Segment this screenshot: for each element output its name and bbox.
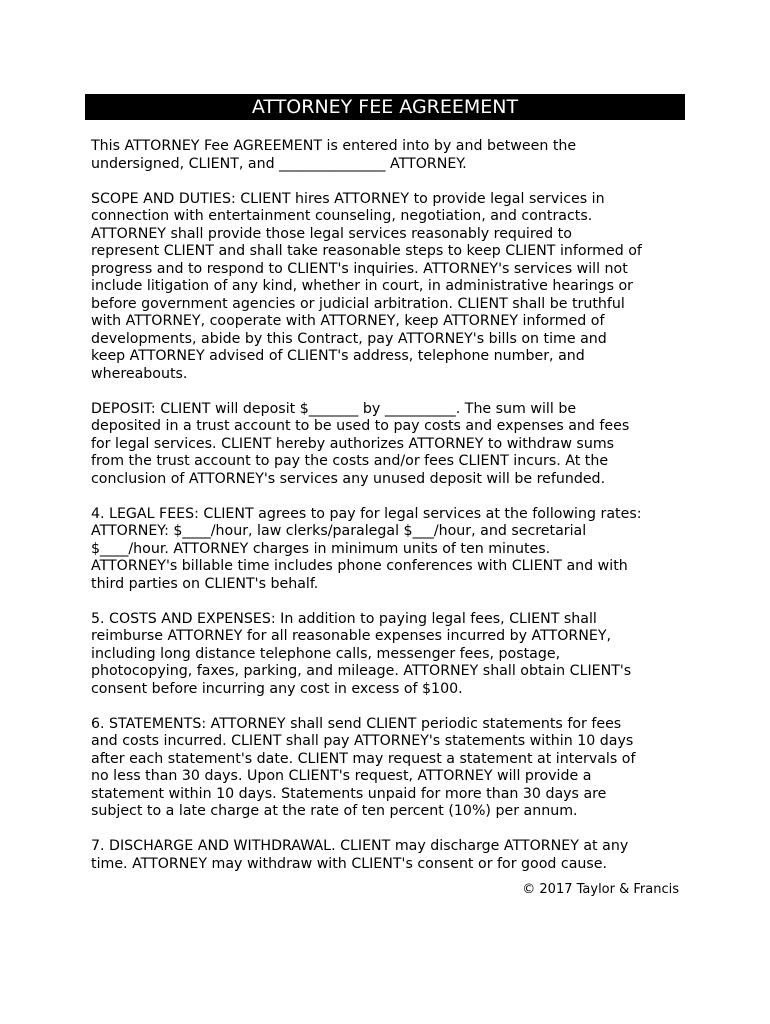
document-body [91,138,691,873]
costs-and-expenses-paragraph: 5. COSTS AND EXPENSES: In addition to paying legal fees, CLIENT shall reimburse ATTORNEY for all reasonable expenses incurred by ATTORNEY, including long distance telephone calls, messenger fees, postage, photocopying, faxes, parking, and mileage. ATTORNEY shall obtain CLIENT's consent before incurring any cost in excess of $100. [91,610,632,697]
statements-paragraph: 6. STATEMENTS: ATTORNEY shall send CLIENT periodic statements for fees and costs incurred. CLIENT shall pay ATTORNEY's statements within 10 days after each statement's date. CLIENT may request a statement at intervals of no less than 30 days. Upon CLIENT's request, ATTORNEY will provide a statement within 10 days. Statements unpaid for more than 30 days are subject to a late charge at the rate of ten percent (10%) per annum. [91,715,636,819]
discharge-and-withdrawal-paragraph: 7. DISCHARGE AND WITHDRAWAL. CLIENT may discharge ATTORNEY at any time. ATTORNEY may withdraw with CLIENT's consent or for good cause. [91,838,629,872]
intro-paragraph: This ATTORNEY Fee AGREEMENT is entered into by and between the undersigned, CLIENT, and _______________ ATTORNEY. [91,138,577,172]
legal-fees-paragraph: 4. LEGAL FEES: CLIENT agrees to pay for legal services at the following rates: ATTORNEY: $____/hour, law clerks/paralegal $___/hour, and secretarial $____/hour. ATTORNEY charges in minimum units of ten minutes. ATTORNEY's billable time includes phone conferences with CLIENT and with third parties on CLIENT's behalf. [91,505,642,592]
document-title: ATTORNEY FEE AGREEMENT [85,94,685,120]
copyright-notice: © 2017 Taylor & Francis [522,882,679,897]
scope-and-duties-paragraph: SCOPE AND DUTIES: CLIENT hires ATTORNEY to provide legal services in connection with entertainment counseling, negotiation, and contracts. ATTORNEY shall provide those legal services reasonably required to represent CLIENT and shall take reasonable steps to keep CLIENT informed of progress and to respond to CLIENT's inquiries. ATTORNEY's services will not include litigation of any kind, whether in court, in administrative hearings or before government agencies or judicial arbitration. CLIENT shall be truthful with ATTORNEY, cooperate with ATTORNEY, keep ATTORNEY informed of developments, abide by this Contract, pay ATTORNEY's bills on time and keep ATTORNEY advised of CLIENT's address, telephone number, and whereabouts. [91,190,642,382]
deposit-paragraph: DEPOSIT: CLIENT will deposit $_______ by __________. The sum will be deposited in a trust account to be used to pay costs and expenses and fees for legal services. CLIENT hereby authorizes ATTORNEY to withdraw sums from the trust account to pay the costs and/or fees CLIENT incurs. At the conclusion of ATTORNEY's services any unused deposit will be refunded. [91,400,630,487]
